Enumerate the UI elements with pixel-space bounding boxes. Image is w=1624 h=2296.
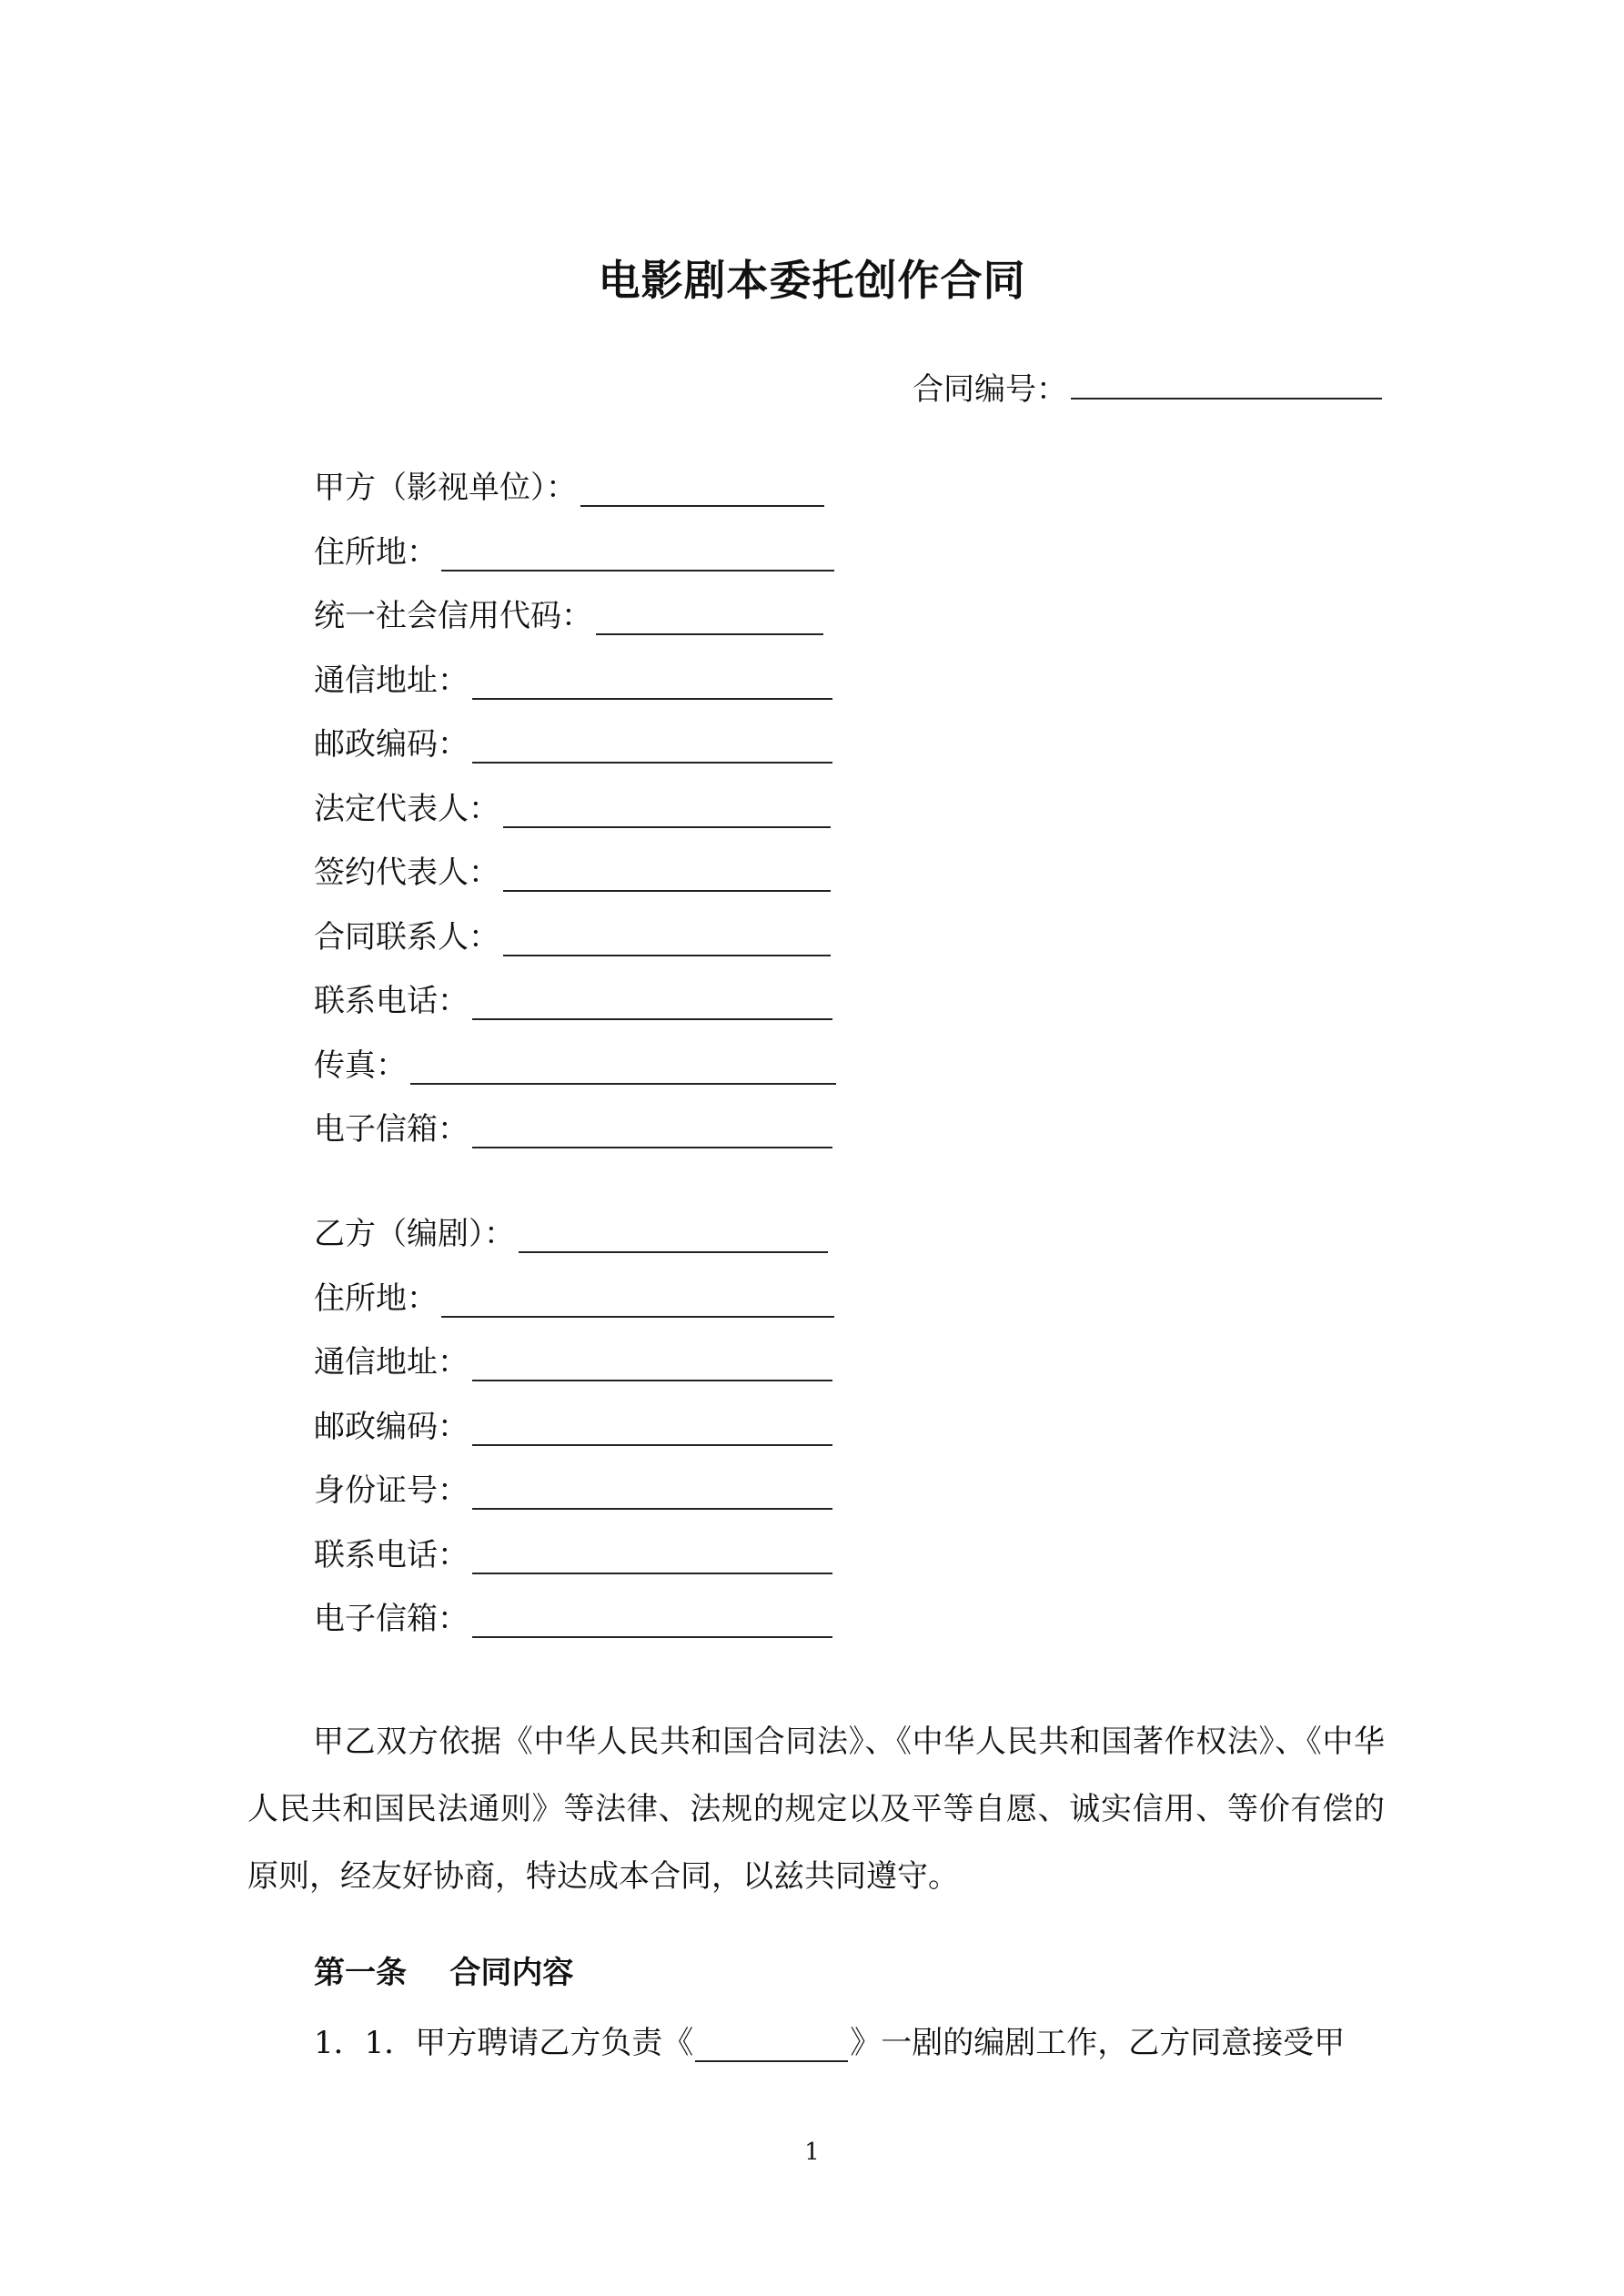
clause-1-1-suffix: 》一剧的编剧工作，乙方同意接受甲 xyxy=(850,2025,1346,2061)
field-label: 签约代表人： xyxy=(314,855,499,891)
field-label: 电子信箱： xyxy=(314,1601,469,1637)
section-1-heading: 第一条 合同内容 xyxy=(314,1955,574,1991)
field-label: 乙方（编剧）： xyxy=(314,1216,515,1252)
party-a-signing-rep-field xyxy=(314,852,831,892)
party-a-contact-field xyxy=(314,916,831,956)
party-a-address-field xyxy=(314,531,834,571)
party-a-email-field xyxy=(314,1108,832,1148)
field-label: 住所地： xyxy=(314,1280,438,1317)
party-a-name-field xyxy=(314,467,824,507)
preamble-paragraph: 甲乙双方依据《中华人民共和国合同法》、《中华人民共和国著作权法》、《中华人民共和国民法通则》等法律、法规的规定以及平等自愿、诚实信用、等价有偿的原则，经友好协商，特达成本合同，以兹共同遵守。 xyxy=(247,1724,1385,1895)
party-b-phone-field xyxy=(314,1534,832,1574)
field-blank[interactable] xyxy=(580,478,824,507)
field-label: 通信地址： xyxy=(314,1344,469,1381)
field-blank[interactable] xyxy=(472,1417,832,1446)
field-blank[interactable] xyxy=(503,927,831,956)
clause-1-1-prefix: 1．1．甲方聘请乙方负责《 xyxy=(314,2025,694,2061)
document-title: 电影剧本委托创作合同 xyxy=(598,256,1026,305)
party-a-fax-field xyxy=(314,1045,836,1085)
field-blank[interactable] xyxy=(472,1545,832,1574)
field-blank[interactable] xyxy=(472,1609,832,1638)
party-b-name-field xyxy=(314,1213,828,1253)
field-label: 统一社会信用代码： xyxy=(314,598,592,634)
field-label: 通信地址： xyxy=(314,663,469,699)
field-label: 甲方（影视单位）： xyxy=(314,470,577,506)
field-label: 电子信箱： xyxy=(314,1111,469,1148)
party-a-credit-code-field xyxy=(314,595,823,635)
film-title-blank[interactable] xyxy=(695,2033,848,2062)
field-blank[interactable] xyxy=(503,863,831,892)
field-blank[interactable] xyxy=(503,799,831,828)
field-blank[interactable] xyxy=(519,1224,828,1253)
field-label: 合同联系人： xyxy=(314,919,499,956)
field-label: 联系电话： xyxy=(314,983,469,1019)
field-label: 住所地： xyxy=(314,534,438,571)
party-a-postcode-field xyxy=(314,723,832,764)
party-a-legal-rep-field xyxy=(314,788,831,828)
clause-1-1 xyxy=(314,2018,1345,2062)
field-blank[interactable] xyxy=(472,1119,832,1148)
field-blank[interactable] xyxy=(472,734,832,764)
contract-number-label: 合同编号： xyxy=(913,371,1067,408)
party-a-mailing-address-field xyxy=(314,660,832,700)
field-label: 邮政编码： xyxy=(314,1409,469,1445)
field-blank[interactable] xyxy=(410,1056,836,1085)
field-blank[interactable] xyxy=(441,542,834,571)
field-blank[interactable] xyxy=(472,1352,832,1381)
contract-number-field xyxy=(913,364,1382,409)
field-label: 传真： xyxy=(314,1047,407,1084)
field-label: 联系电话： xyxy=(314,1537,469,1573)
party-a-phone-field xyxy=(314,980,832,1020)
field-label: 邮政编码： xyxy=(314,726,469,763)
party-b-mailing-address-field xyxy=(314,1341,832,1381)
field-blank[interactable] xyxy=(441,1289,834,1318)
field-label: 身份证号： xyxy=(314,1472,469,1509)
field-label: 法定代表人： xyxy=(314,791,499,827)
party-b-address-field xyxy=(314,1278,834,1318)
field-blank[interactable] xyxy=(472,671,832,700)
party-b-email-field xyxy=(314,1598,832,1638)
field-blank[interactable] xyxy=(472,991,832,1020)
page-number: 1 xyxy=(804,2139,820,2166)
party-b-postcode-field xyxy=(314,1406,832,1446)
contract-number-blank[interactable] xyxy=(1071,370,1382,400)
field-blank[interactable] xyxy=(596,606,823,635)
field-blank[interactable] xyxy=(472,1481,832,1510)
party-b-id-number-field xyxy=(314,1470,832,1510)
